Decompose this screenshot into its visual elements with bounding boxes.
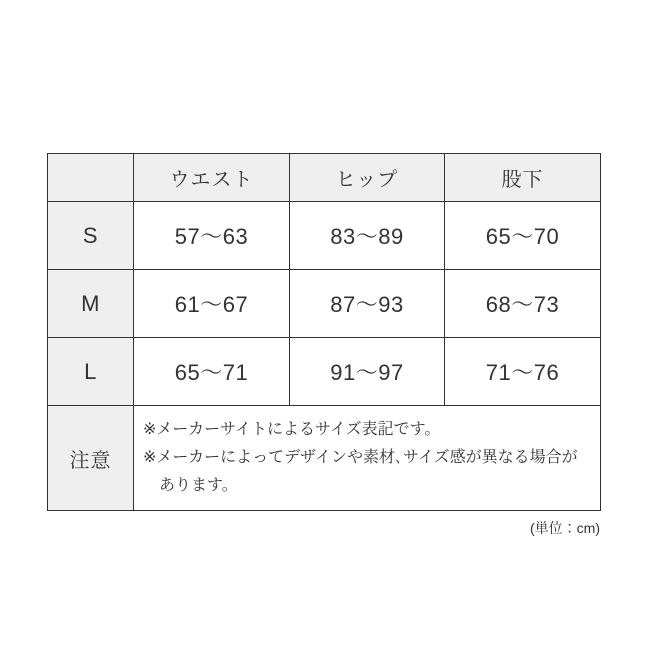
- header-cell-inseam: 股下: [445, 154, 601, 202]
- table-row-s: [48, 202, 601, 270]
- table-row-m: [48, 270, 601, 338]
- cell-l-inseam: 71〜76: [445, 338, 601, 406]
- cell-m-inseam: 68〜73: [445, 270, 601, 338]
- unit-label: (単位：cm): [530, 520, 600, 536]
- header-cell-waist: ウエスト: [134, 154, 290, 202]
- size-label-l: L: [48, 338, 134, 406]
- note-cell: [134, 406, 601, 511]
- cell-m-hip: 87〜93: [290, 270, 445, 338]
- table-row-l: [48, 338, 601, 406]
- note-line-1: ※メーカーサイトによるサイズ表記です。: [143, 421, 441, 438]
- size-chart-table: [47, 153, 601, 511]
- note-line-2: ※メーカーによってデザインや素材､サイズ感が異なる場合があります。: [143, 449, 578, 494]
- size-label-s: S: [48, 202, 134, 270]
- cell-s-hip: 83〜89: [290, 202, 445, 270]
- cell-l-waist: 65〜71: [134, 338, 290, 406]
- note-label: 注意: [48, 406, 134, 511]
- cell-s-waist: 57〜63: [134, 202, 290, 270]
- cell-m-waist: 61〜67: [134, 270, 290, 338]
- size-label-m: M: [48, 270, 134, 338]
- cell-l-hip: 91〜97: [290, 338, 445, 406]
- header-row: [48, 154, 601, 202]
- header-cell-corner: [48, 154, 134, 202]
- table-row-note: [48, 406, 601, 511]
- header-cell-hip: ヒップ: [290, 154, 445, 202]
- cell-s-inseam: 65〜70: [445, 202, 601, 270]
